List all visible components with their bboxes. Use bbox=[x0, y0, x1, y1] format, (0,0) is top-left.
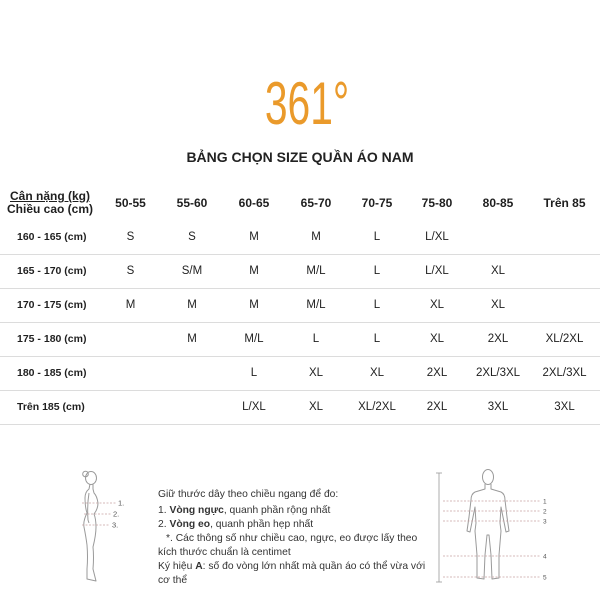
weight-range-header: 60-65 bbox=[238, 196, 270, 210]
item-text: , quanh phần rộng nhất bbox=[223, 505, 331, 516]
symbol-term: A bbox=[195, 561, 203, 572]
head bbox=[86, 472, 97, 485]
size-cell: 3XL bbox=[529, 390, 600, 424]
size-cell: M/L bbox=[223, 322, 285, 356]
instructions-intro: Giữ thước dây theo chiều ngang để đo: bbox=[158, 489, 339, 500]
table-corner-cell bbox=[0, 186, 100, 220]
size-cell: 2XL bbox=[467, 322, 529, 356]
instruction-item-chest bbox=[158, 504, 428, 518]
size-cell bbox=[100, 390, 161, 424]
item-text: , quanh phần hẹp nhất bbox=[210, 519, 314, 530]
size-cell: L bbox=[347, 288, 407, 322]
size-table bbox=[0, 186, 600, 425]
size-cell: M bbox=[161, 288, 223, 322]
size-cell bbox=[529, 254, 600, 288]
male-body-outline bbox=[467, 484, 509, 579]
height-range-label: 160 - 165 (cm) bbox=[0, 220, 100, 254]
measurement-label: 1 bbox=[543, 498, 547, 506]
size-cell: L bbox=[285, 322, 347, 356]
weight-range-header: Trên 85 bbox=[543, 196, 586, 210]
size-cell bbox=[529, 288, 600, 322]
brand-logo-text: 361° bbox=[264, 70, 350, 137]
size-cell: L/XL bbox=[407, 254, 467, 288]
size-cell: XL bbox=[285, 390, 347, 424]
table-row bbox=[0, 220, 600, 254]
height-range-label: 180 - 185 (cm) bbox=[0, 356, 100, 390]
head bbox=[483, 470, 494, 485]
height-range-label: 170 - 175 (cm) bbox=[0, 288, 100, 322]
measurement-label: 4 bbox=[543, 553, 547, 561]
instruction-symbol-continued: cơ thể bbox=[158, 575, 188, 586]
size-cell bbox=[161, 390, 223, 424]
instruction-symbol bbox=[158, 560, 428, 574]
table-row bbox=[0, 288, 600, 322]
item-number: 2. bbox=[158, 519, 170, 530]
size-cell: XL bbox=[285, 356, 347, 390]
size-cell: M bbox=[223, 220, 285, 254]
measurement-label: 2 bbox=[543, 508, 547, 516]
size-cell: M bbox=[285, 220, 347, 254]
size-cell: L/XL bbox=[223, 390, 285, 424]
measurement-label: 3. bbox=[112, 520, 119, 530]
table-row bbox=[0, 254, 600, 288]
brand-logo bbox=[0, 70, 600, 137]
size-cell: L/XL bbox=[407, 220, 467, 254]
size-cell: L bbox=[347, 220, 407, 254]
female-body-outline bbox=[84, 484, 98, 581]
female-body-icon bbox=[66, 465, 136, 590]
size-cell: 2XL/3XL bbox=[529, 356, 600, 390]
male-body-icon bbox=[430, 465, 555, 590]
size-cell: S bbox=[161, 220, 223, 254]
size-cell: M bbox=[100, 288, 161, 322]
arm bbox=[88, 493, 89, 523]
size-cell: XL bbox=[467, 288, 529, 322]
header-row bbox=[0, 186, 600, 220]
size-cell: XL bbox=[407, 322, 467, 356]
page-title: BẢNG CHỌN SIZE QUẦN ÁO NAM bbox=[186, 149, 414, 165]
table-row bbox=[0, 322, 600, 356]
weight-range-header: 75-80 bbox=[421, 196, 453, 210]
size-cell: M bbox=[223, 254, 285, 288]
table-row bbox=[0, 356, 600, 390]
size-cell: 2XL bbox=[407, 356, 467, 390]
weight-range-header: 65-70 bbox=[300, 196, 332, 210]
size-cell: 3XL bbox=[467, 390, 529, 424]
size-cell: 2XL/3XL bbox=[467, 356, 529, 390]
size-cell: S bbox=[100, 220, 161, 254]
height-range-label: 175 - 180 (cm) bbox=[0, 322, 100, 356]
instructions-note-line: *. Các thông số như chiều cao, ngực, eo được lấy theo bbox=[166, 533, 418, 544]
size-cell: M bbox=[161, 322, 223, 356]
size-cell bbox=[100, 322, 161, 356]
measurement-label: 5 bbox=[543, 574, 547, 582]
measurement-label: 3 bbox=[543, 518, 547, 526]
height-axis-label: Chiều cao (cm) bbox=[6, 202, 93, 216]
size-cell: XL bbox=[347, 356, 407, 390]
size-cell: S/M bbox=[161, 254, 223, 288]
size-cell: XL/2XL bbox=[347, 390, 407, 424]
item-term: Vòng eo bbox=[169, 519, 211, 530]
size-cell bbox=[467, 220, 529, 254]
size-cell: 2XL bbox=[407, 390, 467, 424]
weight-range-header: 55-60 bbox=[176, 196, 208, 210]
table-row bbox=[0, 390, 600, 424]
size-cell bbox=[100, 356, 161, 390]
instruction-item-waist bbox=[158, 518, 428, 532]
measurement-instructions bbox=[158, 488, 428, 588]
size-cell: XL/2XL bbox=[529, 322, 600, 356]
symbol-text: : số đo vòng lớn nhất mà quần áo có thể vừa với bbox=[202, 561, 426, 572]
size-cell: M/L bbox=[285, 254, 347, 288]
size-cell: S bbox=[100, 254, 161, 288]
instructions-note-line: kích thước chuẩn là centimet bbox=[158, 547, 291, 558]
size-cell: L bbox=[347, 322, 407, 356]
size-cell: XL bbox=[407, 288, 467, 322]
item-number: 1. bbox=[158, 505, 170, 516]
size-cell: M bbox=[223, 288, 285, 322]
measurement-label: 2. bbox=[113, 509, 120, 519]
size-cell bbox=[161, 356, 223, 390]
weight-range-header: 70-75 bbox=[361, 196, 393, 210]
size-cell: L bbox=[223, 356, 285, 390]
weight-range-header: 80-85 bbox=[482, 196, 514, 210]
weight-range-header: 50-55 bbox=[115, 196, 146, 210]
height-range-label: Trên 185 (cm) bbox=[0, 390, 100, 424]
size-cell bbox=[529, 220, 600, 254]
size-cell: L bbox=[347, 254, 407, 288]
size-cell: M/L bbox=[285, 288, 347, 322]
height-range-label: 165 - 170 (cm) bbox=[0, 254, 100, 288]
measurement-label: 1. bbox=[118, 498, 125, 508]
size-cell: XL bbox=[467, 254, 529, 288]
item-term: Vòng ngực bbox=[169, 505, 224, 516]
symbol-prefix: Ký hiệu bbox=[158, 561, 196, 572]
weight-axis-label: Cân nặng (kg) bbox=[10, 189, 90, 203]
